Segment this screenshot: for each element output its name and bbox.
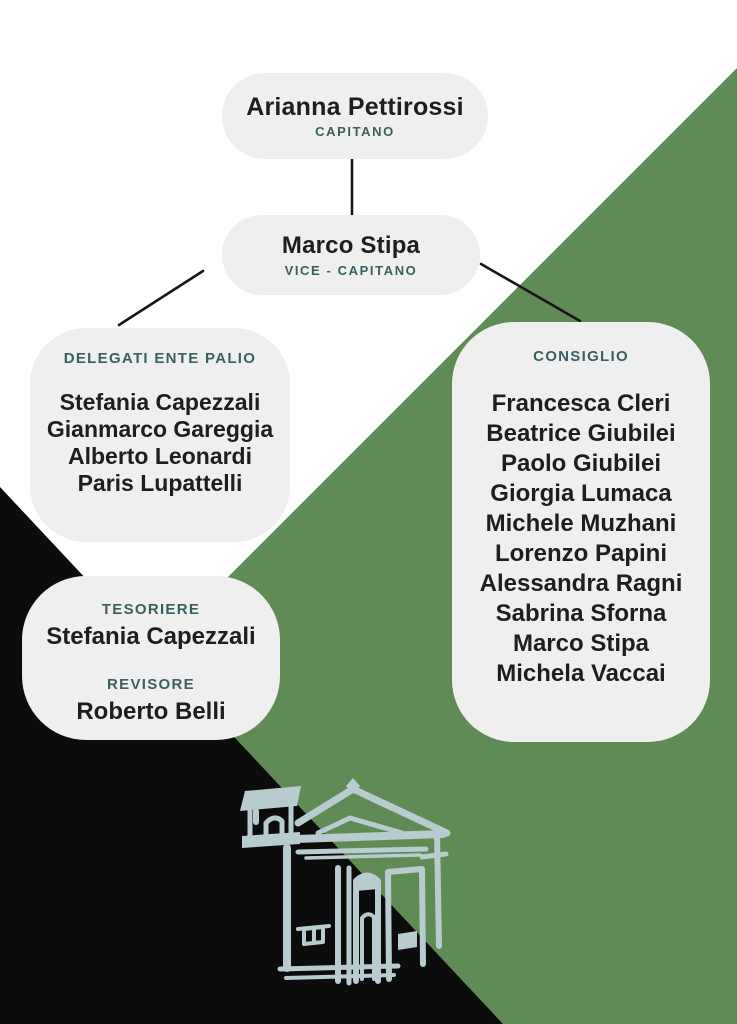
consiglio-member-list [480,389,683,689]
right-door [388,869,423,979]
vice-captain-card [222,215,480,295]
bell-arch [266,818,282,836]
inner-pediment [318,818,402,833]
church-icon [228,776,452,986]
member-name: Michela Vaccai [496,660,666,687]
entablature-mid [298,849,426,852]
vice-captain-name: Marco Stipa [281,232,421,260]
entablature-low [306,855,420,858]
right-column [437,834,439,946]
delegati-title: DELEGATI ENTE PALIO [63,350,257,367]
delegati-member-list [47,389,273,497]
base-line-1 [280,966,398,969]
member-name: Beatrice Giubilei [486,420,676,447]
member-name: Marco Stipa [512,630,649,657]
member-name: Sabrina Sforna [495,600,667,627]
member-name: Paolo Giubilei [500,450,661,477]
member-name: Stefania Capezzali [59,389,261,415]
right-window [398,931,417,950]
consiglio-card [452,322,710,742]
revisore-title: REVISORE [107,676,195,693]
connector-vice-delegati [119,271,203,325]
member-name: Alberto Leonardi [67,443,252,469]
revisore-name: Roberto Belli [76,698,226,725]
member-name: Michele Muzhani [485,510,677,537]
member-name: Alessandra Ragni [479,570,683,597]
delegati-card [30,328,290,542]
member-name: Francesca Cleri [491,390,671,417]
vice-captain-role: VICE - CAPITANO [284,262,418,278]
officers-card [22,576,280,740]
consiglio-title: CONSIGLIO [533,348,629,365]
tesoriere-name: Stefania Capezzali [46,622,256,650]
door-lintel [356,873,378,892]
member-name: Giorgia Lumaca [490,480,672,507]
right-crossbar [422,854,446,857]
captain-role: CAPITANO [315,124,395,140]
captain-card [222,73,488,159]
captain-name: Arianna Pettirossi [246,92,464,121]
tesoriere-title: TESORIERE [101,600,201,618]
member-name: Lorenzo Papini [494,540,667,567]
member-name: Gianmarco Gareggia [46,416,274,442]
entablature-top [296,834,443,839]
member-name: Paris Lupattelli [77,470,243,496]
